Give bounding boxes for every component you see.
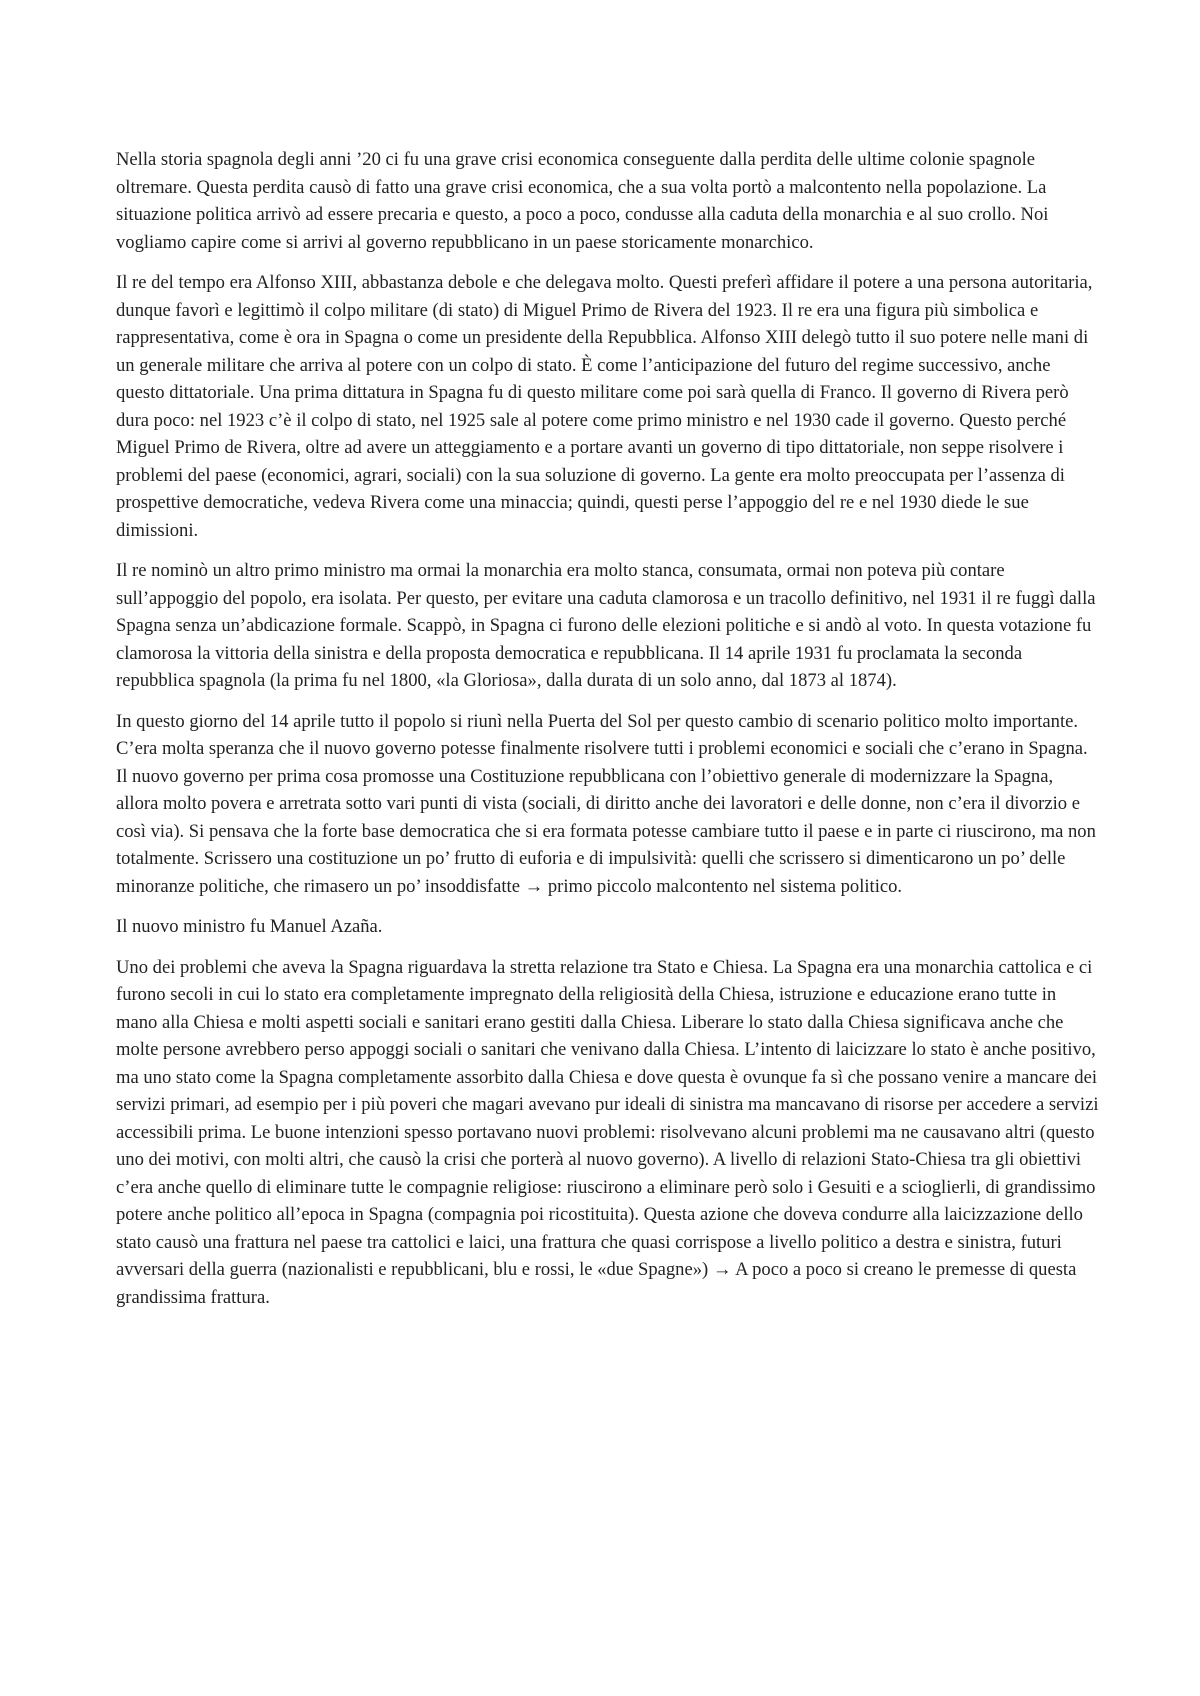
paragraph-crisi-economica: Nella storia spagnola degli anni ’20 ci fu una grave crisi economica conseguente dalla perdita delle ultime colonie spagnole oltremare. Questa perdita causò di fatto una grave crisi economica, che a sua volta portò a malcontento nella popolazione. La situazione politica arrivò ad essere precaria e questo, a poco a poco, condusse alla caduta della monarchia e al suo crollo. Noi vogliamo capire come si arrivi al governo repubblicano in un paese storicamente monarchico. bbox=[116, 149, 1049, 253]
document-page bbox=[116, 146, 1100, 1324]
paragraph-manuel-azana: Il nuovo ministro fu Manuel Azaña. bbox=[116, 916, 383, 937]
paragraph-stato-chiesa: Uno dei problemi che aveva la Spagna riguardava la stretta relazione tra Stato e Chiesa. La Spagna era una monarchia cattolica e ci furono secoli in cui lo stato era completamente impregnato della religiosità della Chiesa, istruzione e educazione erano tutte in mano alla Chiesa e molti aspetti sociali e sanitari erano gestiti dalla Chiesa. Liberare lo stato dalla Chiesa significava anche che molte persone avrebbero perso appoggi sociali o sanitari che venivano dalla Chiesa. L’intento di laicizzare lo stato è anche positivo, ma uno stato come la Spagna completamente assorbito dalla Chiesa e dove questa è ovunque fa sì che possano venire a mancare dei servizi primari, ad esempio per i più poveri che magari avevano pur ideali di sinistra ma mancavano di risorse per accedere a servizi accessibili prima. Le buone intenzioni spesso portavano nuovi problemi: risolvevano alcuni problemi ma ne causavano altri (questo uno dei motivi, con molti altri, che causò la crisi che porterà al nuovo governo). A livello di relazioni Stato-Chiesa tra gli obiettivi c’era anche quello di eliminare tutte le compagnie religiose: riuscirono a eliminare però solo i Gesuiti e a scioglierli, di grandissimo potere anche politico all’epoca in Spagna (compagnia poi ricostituita). Questa azione che doveva condurre alla laicizzazione dello stato causò una frattura nel paese tra cattolici e laici, una frattura che quasi corrispose a livello politico a destra e sinistra, futuri avversari della guerra (nazionalisti e repubblicani, blu e rossi, le «due Spagne») → A poco a poco si creano le premesse di questa grandissima frattura. bbox=[116, 956, 1099, 1308]
paragraph-primo-de-rivera: Il re del tempo era Alfonso XIII, abbastanza debole e che delegava molto. Questi preferì affidare il potere a una persona autoritaria, dunque favorì e legittimò il colpo militare (di stato) di Miguel Primo de Rivera del 1923. Il re era una figura più simbolica e rappresentativa, come è ora in Spagna o come un presidente della Repubblica. Alfonso XIII delegò tutto il suo potere nelle mani di un generale militare che arriva al potere con un colpo di stato. È come l’anticipazione del futuro del regime successivo, anche questo dittatoriale. Una prima dittatura in Spagna fu di questo militare come poi sarà quella di Franco. Il governo di Rivera però dura poco: nel 1923 c’è il colpo di stato, nel 1925 sale al potere come primo ministro e nel 1930 cade il governo. Questo perché Miguel Primo de Rivera, oltre ad avere un atteggiamento e a portare avanti un governo di tipo dittatoriale, non seppe risolvere i problemi del paese (economici, agrari, sociali) con la sua soluzione di governo. La gente era molto preoccupata per l’assenza di prospettive democratiche, vedeva Rivera come una minaccia; quindi, questi perse l’appoggio del re e nel 1930 diede le sue dimissioni. bbox=[116, 272, 1093, 541]
paragraph-seconda-repubblica: Il re nominò un altro primo ministro ma ormai la monarchia era molto stanca, consumata, ormai non poteva più contare sull’appoggio del popolo, era isolata. Per questo, per evitare una caduta clamorosa e un tracollo definitivo, nel 1931 il re fuggì dalla Spagna senza un’abdicazione formale. Scappò, in Spagna ci furono delle elezioni politiche e si andò al voto. In questa votazione fu clamorosa la vittoria della sinistra e della proposta democratica e repubblicana. Il 14 aprile 1931 fu proclamata la seconda repubblica spagnola (la prima fu nel 1800, «la Gloriosa», dalla durata di un solo anno, dal 1873 al 1874). bbox=[116, 560, 1096, 691]
paragraph-costituzione: In questo giorno del 14 aprile tutto il popolo si riunì nella Puerta del Sol per questo cambio di scenario politico molto importante. C’era molta speranza che il nuovo governo potesse finalmente risolvere tutti i problemi economici e sociali che c’erano in Spagna. Il nuovo governo per prima cosa promosse una Costituzione repubblicana con l’obiettivo generale di modernizzare la Spagna, allora molto povera e arretrata sotto vari punti di vista (sociali, di diritto anche dei lavoratori e delle donne, non c’era il divorzio e così via). Si pensava che la forte base democratica che si era formata potesse cambiare tutto il paese e in parte ci riuscirono, ma non totalmente. Scrissero una costituzione un po’ frutto di euforia e di impulsività: quelli che scrissero si dimenticarono un po’ delle minoranze politiche, che rimasero un po’ insoddisfatte → primo piccolo malcontento nel sistema politico. bbox=[116, 710, 1096, 897]
